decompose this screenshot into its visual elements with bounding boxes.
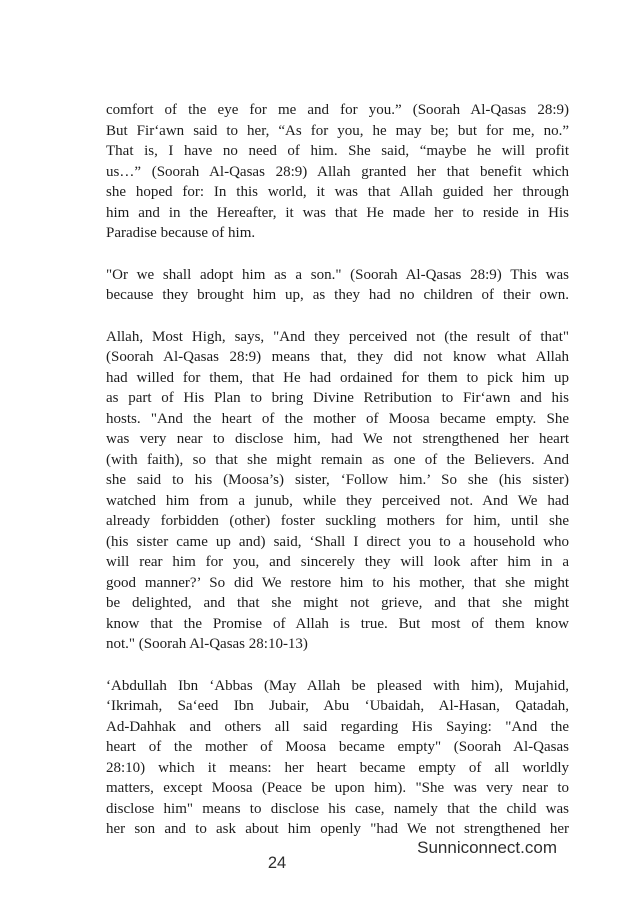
text-line: ‘Ikrimah, Sa‘eed Ibn Jubair, Abu ‘Ubaidah, Al-Hasan, Qatadah, — [106, 698, 569, 714]
text-line: her son and to ask about him openly "had We not strengthened her — [106, 821, 569, 837]
text-line: him and in the Hereafter, it was that He made her to reside in His — [106, 204, 569, 221]
text-line: Paradise because of him. — [106, 225, 256, 241]
text-line: "Or we shall adopt him as a son." (Soorah Al-Qasas 28:9) This was — [106, 266, 569, 283]
text-line: (with faith), so that she might remain as one of the Believers. And — [106, 451, 569, 468]
paragraph — [106, 100, 569, 244]
text-line: That is, I have no need of him. She said, “maybe he will profit — [106, 143, 569, 159]
text-line: had willed for them, that He had ordained for them to pick him up — [106, 369, 569, 386]
text-line: ‘Abdullah Ibn ‘Abbas (May Allah be pleased with him), Mujahid, — [106, 677, 569, 694]
text-line: heart of the mother of Moosa became empty" (Soorah Al-Qasas — [106, 739, 569, 755]
text-line: Allah, Most High, says, "And they perceived not (the result of that" — [106, 328, 569, 345]
page-text — [106, 100, 569, 861]
text-line: good manner?’ So did We restore him to his mother, that she might — [106, 574, 569, 591]
text-line: disclose him" means to disclose his case, namely that the child was — [106, 800, 569, 817]
text-line: matters, except Moosa (Peace be upon him). "She was very near to — [106, 780, 569, 796]
paragraph — [106, 676, 569, 840]
text-line: But Fir‘awn said to her, “As for you, he may be; but for me, no.” — [106, 122, 569, 139]
text-line: she said to his (Moosa’s) sister, ‘Follow him.’ So she (his sister) — [106, 472, 569, 488]
text-line: watched him from a junub, while they perceived not. And We had — [106, 492, 569, 509]
page-number: 24 — [267, 854, 287, 872]
text-line: not." (Soorah Al-Qasas 28:10-13) — [106, 636, 308, 652]
text-line: will rear him for you, and sincerely they will look after him in a — [106, 554, 569, 570]
text-line: she hoped for: In this world, it was that Allah guided her through — [106, 184, 569, 200]
text-line: was very near to disclose him, had We not strengthened her heart — [106, 431, 569, 447]
text-line: because they brought him up, as they had no children of their own. — [106, 287, 569, 303]
text-line: already forbidden (other) foster suckling mothers for him, until she — [106, 513, 569, 529]
paragraph — [106, 327, 569, 655]
paragraph — [106, 265, 569, 306]
text-line: comfort of the eye for me and for you.” (Soorah Al-Qasas 28:9) — [106, 102, 569, 118]
text-line: hosts. "And the heart of the mother of Moosa became empty. She — [106, 410, 569, 427]
website-footer: Sunniconnect.com — [417, 838, 557, 857]
text-line: be delighted, and that she might not grieve, and that she might — [106, 595, 569, 611]
text-line: (his sister came up and) said, ‘Shall I direct you to a household who — [106, 533, 569, 550]
text-line: 28:10) which it means: her heart became empty of all worldly — [106, 759, 569, 776]
text-line: us…” (Soorah Al-Qasas 28:9) Allah granted her that benefit which — [106, 163, 569, 180]
text-line: Ad-Dahhak and others all said regarding His Saying: "And the — [106, 718, 569, 735]
text-line: know that the Promise of Allah is true. But most of them know — [106, 615, 569, 632]
text-line: as part of His Plan to bring Divine Retribution to Fir‘awn and his — [106, 390, 569, 406]
text-line: (Soorah Al-Qasas 28:9) means that, they did not know what Allah — [106, 349, 569, 365]
